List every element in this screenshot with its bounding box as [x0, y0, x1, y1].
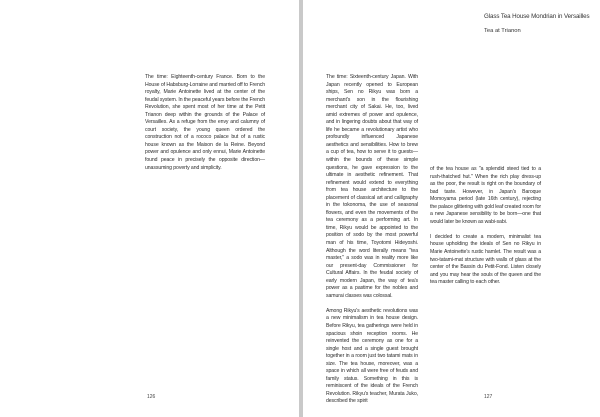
running-head: Glass Tea House Mondrian in Versailles	[484, 13, 590, 20]
chapter-subtitle: Tea at Trianon	[484, 28, 521, 34]
right-page-column-1	[326, 74, 418, 406]
right-page	[303, 0, 600, 417]
right-col1-paragraph-2: Among Rikyu's aesthetic revolutions was a new minimalism in tea house design. Before Rikyu, tea gatherings were held in spacious shoin reception rooms. He reinvented the ceremony as one for a single host and a single guest brought together in a room just two tatami mats in size. The tea house, moreover, was a space in which all were free of feuds and family status. Something in this is reminiscent of the ideals of the French Revolution. Rikyu's teacher, Murata Juko, described the spirit	[326, 307, 418, 405]
left-page	[0, 0, 299, 417]
left-page-number: 126	[147, 394, 156, 400]
left-page-column	[145, 74, 265, 172]
right-page-number: 127	[484, 394, 493, 400]
right-col2-paragraph-2: I decided to create a modern, minimalist tea house upholding the ideals of Sen no Rikyu in Marie Antoinette's rustic hamlet. The result was a two-tatami-mat structure with walls of glass at the center of the Bassin du Petit-Fond. Listen closely and you may hear the souls of the queen and the tea master calling to each other.	[430, 233, 541, 286]
right-page-column-2	[430, 166, 541, 287]
right-col1-paragraph-1: The time: Sixteenth-century Japan. With Japan recently opened to European ships, Sen no Rikyu was born a merchant's son in the flourishing merchant city of Sakai. He, too, lived amid extremes of power and opulence, and in lingering doubts about that way of life he became a revolutionary artist who profoundly influenced Japanese aesthetics and sensibilities. How to brew a cup of tea, how to serve it to guests—within the bounds of these simple questions, he gave expression to the ultimate in aesthetic refinement. That refinement would extend to everything from tea house architecture to the placement of classical art and calligraphy in the tokonoma, the use of seasonal flowers, and even the movements of the tea ceremony as a performing art. In time, Rikyu would be appointed to the position of sodo by the most powerful man of his time, Toyotomi Hideyoshi. Although the word literally means "tea master," a sodo was in reality more like our present-day Commissioner for Cultural Affairs. In the feudal society of early modern Japan, the way of tea's power as a pastime for the nobles and samurai classes was colossal.	[326, 74, 418, 299]
right-col2-paragraph-1: of the tea house as "a splendid steed tied to a rush-thatched hut." When the rich play dress-up as the poor, the result is right on the boundary of bad taste. However, in Japan's Baroque Momoyama period (late 16th century), rejecting the palace glittering with gold leaf created room for a new Japanese sensibility to be born—one that would later be known as wabi-sabi.	[430, 166, 541, 225]
left-paragraph-1: The time: Eighteenth-century France. Born to the House of Habsburg-Lorraine and married off to French royalty, Marie Antoinette lived at the center of the feudal system. In the peaceful years before the French Revolution, she spent most of her time at the Petit Trianon deep within the grounds of the Palace of Versailles. As a refuge from the envy and calumny of court society, the young queen ordered the construction not of a rococo palace but of a rustic house known as the Maison de la Reine. Beyond power and opulence and only ennui, Marie Antoinette found peace in precisely the opposite direction—unassuming poverty and simplicity.	[145, 74, 265, 171]
